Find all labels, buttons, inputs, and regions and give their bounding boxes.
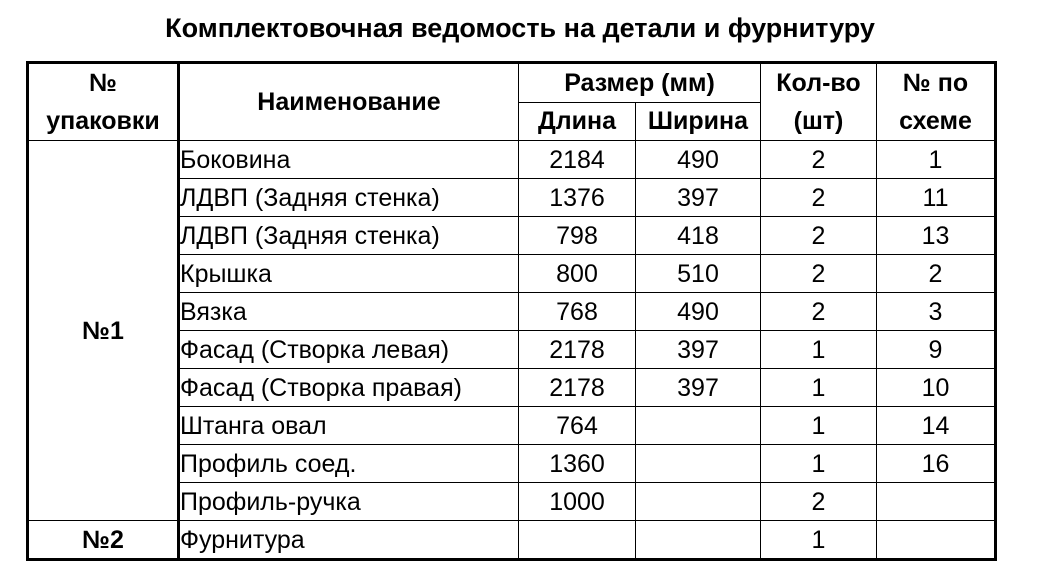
sheet-title: Комплектовочная ведомость на детали и фурнитуру bbox=[165, 13, 875, 43]
length-cell: 2184 bbox=[519, 141, 636, 179]
part-name-cell: Боковина bbox=[179, 141, 519, 179]
scheme-no-cell: 2 bbox=[877, 255, 996, 293]
scheme-no-cell bbox=[877, 483, 996, 521]
qty-cell: 1 bbox=[761, 521, 877, 560]
width-cell: 490 bbox=[636, 141, 761, 179]
width-cell: 418 bbox=[636, 217, 761, 255]
length-cell: 798 bbox=[519, 217, 636, 255]
length-cell: 1000 bbox=[519, 483, 636, 521]
part-name-cell: Вязка bbox=[179, 293, 519, 331]
header-scheme-line1: № по bbox=[902, 69, 969, 97]
width-cell: 397 bbox=[636, 369, 761, 407]
scheme-no-cell: 11 bbox=[877, 179, 996, 217]
width-cell bbox=[636, 445, 761, 483]
table-row bbox=[28, 521, 996, 560]
part-name-cell: ЛДВП (Задняя стенка) bbox=[179, 217, 519, 255]
length-cell: 768 bbox=[519, 293, 636, 331]
header-scheme bbox=[877, 63, 996, 141]
length-cell: 1376 bbox=[519, 179, 636, 217]
part-name-cell: Крышка bbox=[179, 255, 519, 293]
header-pack-no-line1: № bbox=[89, 69, 117, 97]
width-cell: 397 bbox=[636, 179, 761, 217]
qty-cell: 2 bbox=[761, 293, 877, 331]
qty-cell: 2 bbox=[761, 179, 877, 217]
part-name-cell: Фасад (Створка левая) bbox=[179, 331, 519, 369]
part-name-cell: ЛДВП (Задняя стенка) bbox=[179, 179, 519, 217]
part-name-cell: Профиль соед. bbox=[179, 445, 519, 483]
qty-cell: 1 bbox=[761, 369, 877, 407]
header-scheme-line2: схеме bbox=[899, 107, 972, 135]
width-cell bbox=[636, 521, 761, 560]
part-name-cell: Фасад (Створка правая) bbox=[179, 369, 519, 407]
package-label: №2 bbox=[28, 521, 179, 560]
width-cell: 510 bbox=[636, 255, 761, 293]
part-name-cell: Штанга овал bbox=[179, 407, 519, 445]
header-length: Длина bbox=[519, 102, 636, 141]
scheme-no-cell: 13 bbox=[877, 217, 996, 255]
header-qty bbox=[761, 63, 877, 141]
length-cell: 2178 bbox=[519, 369, 636, 407]
qty-cell: 1 bbox=[761, 407, 877, 445]
qty-cell: 2 bbox=[761, 255, 877, 293]
header-pack-no bbox=[28, 63, 179, 141]
package-label: №1 bbox=[28, 141, 179, 521]
scheme-no-cell: 1 bbox=[877, 141, 996, 179]
header-qty-line2: (шт) bbox=[793, 107, 844, 135]
width-cell: 490 bbox=[636, 293, 761, 331]
width-cell bbox=[636, 483, 761, 521]
length-cell bbox=[519, 521, 636, 560]
width-cell bbox=[636, 407, 761, 445]
length-cell: 764 bbox=[519, 407, 636, 445]
header-width: Ширина bbox=[636, 102, 761, 141]
qty-cell: 1 bbox=[761, 331, 877, 369]
part-name-cell: Фурнитура bbox=[179, 521, 519, 560]
length-cell: 1360 bbox=[519, 445, 636, 483]
scheme-no-cell: 16 bbox=[877, 445, 996, 483]
assembly-table bbox=[26, 61, 997, 561]
scheme-no-cell: 3 bbox=[877, 293, 996, 331]
qty-cell: 2 bbox=[761, 483, 877, 521]
qty-cell: 1 bbox=[761, 445, 877, 483]
length-cell: 800 bbox=[519, 255, 636, 293]
header-size-group: Размер (мм) bbox=[519, 63, 761, 103]
scheme-no-cell: 9 bbox=[877, 331, 996, 369]
scheme-no-cell: 14 bbox=[877, 407, 996, 445]
qty-cell: 2 bbox=[761, 141, 877, 179]
width-cell: 397 bbox=[636, 331, 761, 369]
header-qty-line1: Кол-во bbox=[776, 69, 861, 97]
qty-cell: 2 bbox=[761, 217, 877, 255]
scheme-no-cell: 10 bbox=[877, 369, 996, 407]
length-cell: 2178 bbox=[519, 331, 636, 369]
scheme-no-cell bbox=[877, 521, 996, 560]
part-name-cell: Профиль-ручка bbox=[179, 483, 519, 521]
table-row bbox=[28, 141, 996, 179]
header-name: Наименование bbox=[179, 63, 519, 141]
header-pack-no-line2: упаковки bbox=[46, 107, 160, 135]
